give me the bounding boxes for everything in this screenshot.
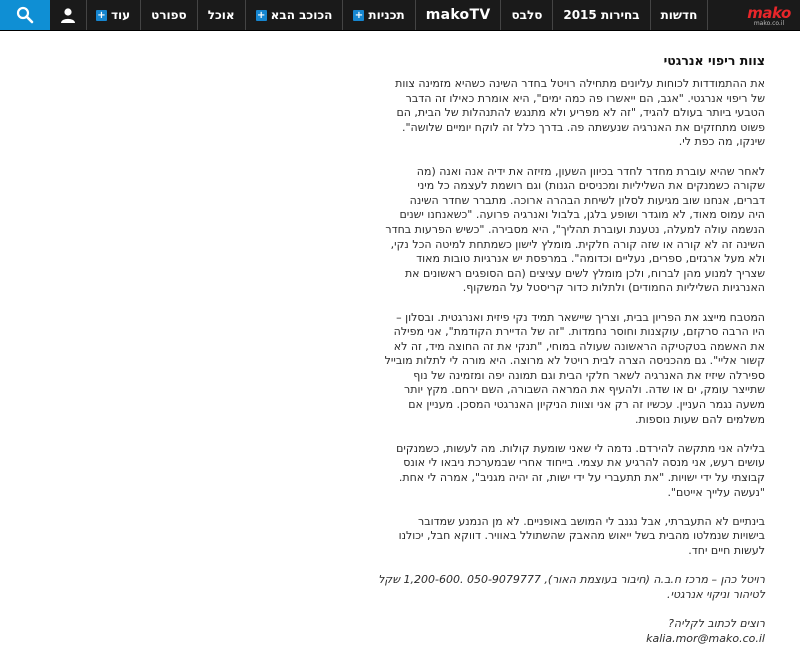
nav-item-label: makoTV	[425, 7, 491, 23]
paragraph-line: פשוט מתחזקים את האנרגיה שנעשתה פה. בדרך כלל זה לוקח יומיים שלושה".	[401, 120, 765, 134]
nav-item-sport[interactable]	[141, 0, 198, 30]
contact-paragraph	[286, 617, 765, 646]
nav-item-more[interactable]	[86, 0, 141, 30]
paragraph-line: לעשות חיים יחד.	[688, 544, 765, 557]
paragraph-line: משלמים להם שעות נוספות.	[634, 412, 765, 426]
nav-item-label: הכוכב הבא	[270, 8, 333, 22]
section-headline: צוות ריפוי אנרגטי	[663, 53, 765, 68]
paragraph-line: שקורה כשמנקים את השליליות ומכניסים הגנות) וגם רושמת לעצמה כל מיני	[417, 179, 765, 193]
paragraph-line: שינקו, מה כפת לי.	[678, 135, 765, 149]
credit-line: רויטל כהן – מרכז ח.ב.ה (חיבור בעוצמת האור), 050-9079777 .1,200-600 שקל	[378, 573, 765, 587]
paragraph-line: לאחר שהיא עוברת מחדר לחדר בכיוון השעון, מזיזה את ידיה אנה ואנה (מה	[416, 164, 765, 178]
logo-text: mako	[747, 3, 791, 22]
paragraph-line: את ההתמודדות לכוחות עליונים מתחילה רויטל בחדר השינה כשהיא מזמינה צוות	[395, 77, 765, 90]
paragraph-line: ספירלה שיזיז את האנרגיה לשאר חלקי הבית וגם תמונה יפה ומזמינה של נוף	[413, 368, 765, 382]
paragraph-line: קשור אליי". גם מהכניסה הצרה לבית רויטל לא מרוצה. היא מורה לי לתלות מובייל	[384, 354, 765, 368]
mako-logo[interactable]	[738, 0, 800, 30]
paragraph-line: משעה נגמר העניין. עכשיו זה רק אני וצוות הניקיון האנרגטי המסכן. מעניין אם	[408, 398, 765, 412]
nav-item-shows[interactable]	[343, 0, 415, 30]
credit-paragraph	[286, 573, 765, 602]
credit-line: לטיהור וניקוי אנרגטי.	[667, 587, 765, 601]
nav-item-food[interactable]	[198, 0, 246, 30]
paragraph-line: הטבעי ביותר בעולם להגיד, "זה לא מפריע ולא מתנגש להתנהלות של הבית, הם	[396, 106, 765, 120]
paragraph-line: שצריך למנוע מהן לברוח, ולכן מומלץ לשים עציצים (הם הסופגים ראשונים את	[404, 266, 765, 280]
article-paragraphs	[286, 77, 765, 559]
main-nav	[86, 0, 708, 30]
paragraph-line: האנרגיות השליליות החמודים) ולתלות כדור קריסטל על המשקוף.	[462, 281, 765, 295]
contact-email-link[interactable]: kalia.mor@mako.co.il	[646, 631, 765, 645]
plus-icon: +	[256, 9, 266, 21]
paragraph-line: שתייצר עומק, ים או שדה. ולהעיף את המראה השבורה, השם ירחם. מקץ יותר	[404, 383, 765, 397]
nav-item-label: סלבס	[511, 8, 543, 22]
nav-item-label: חדשות	[660, 8, 698, 22]
contact-label: רוצים לכתוב לקליה?	[668, 616, 765, 630]
article-paragraph	[286, 311, 765, 428]
user-button[interactable]	[50, 0, 87, 30]
nav-item-label: בחירות 2015	[563, 8, 640, 22]
nav-item-elections[interactable]	[553, 0, 650, 30]
nav-item-label: אוכל	[207, 8, 235, 22]
paragraph-line: את האשמה בטקטיקה הראשונה שעולה במוחי, "תנקי את זה החוצה מיד, זה לא	[393, 339, 765, 353]
search-button[interactable]	[0, 0, 50, 30]
paragraph-line: קבוצתי על ידי ישויות. "את תתעברי על ידי ישות, זה יהיה מגניב", אמרה לי אחת.	[398, 471, 765, 485]
top-navigation-bar	[0, 0, 800, 31]
nav-item-label: ספורט	[151, 8, 187, 22]
paragraph-line: היו הרבה סרקזם, עוקצנות וחוסר נחמדות. "זה של הדיירת הקודמת", אני מפילה	[393, 325, 765, 339]
nav-item-news[interactable]	[651, 0, 709, 30]
article-paragraph	[286, 77, 765, 150]
paragraph-line: של ריפוי אנרגטי. "אגב, הם ייאשרו פה כמה ימים", היא אומרת כאילו זה הדבר	[405, 91, 765, 105]
user-icon	[60, 7, 76, 23]
paragraph-line: "נעשה עלייך אייטם".	[667, 485, 765, 499]
paragraph-line: דברים, אנחנו שוב מגיעות לסלון לשיחת הבהרה ארוכה. מתברר שחדר השינה	[409, 193, 765, 207]
plus-icon: +	[97, 9, 106, 21]
article-paragraph	[286, 442, 765, 500]
article-paragraph	[286, 515, 765, 559]
paragraph-line: היה עמוס מאוד, לא מוגדר ושופע בלגן, בלבול ואנרגיה פרועה. "כשאנחנו ישנים	[399, 208, 765, 222]
paragraph-line: בישויות שנמלטו מהבית בשל ייאוש מהאבק שהשתולל באוויר. דווקא חבל, יכולנו	[398, 529, 765, 543]
paragraph-line: המטבח מייצג את הפריון בבית, וצריך שיישאר תמיד נקי פיזית ואנרגטית. ובסלון –	[396, 310, 765, 324]
article-paragraph	[286, 165, 765, 296]
article-body	[286, 53, 765, 646]
nav-item-makotv[interactable]	[416, 0, 502, 30]
nav-item-label: עוד	[111, 8, 131, 22]
paragraph-line: הנשמה עולה למעלה, נטענת ועוברת תהליך", היא מסבירה. "כשיש הפרעות בחדר	[385, 222, 765, 236]
nav-item-label: תכניות	[368, 8, 405, 22]
search-icon	[16, 6, 34, 24]
plus-icon: +	[354, 9, 364, 21]
nav-item-celebs[interactable]	[501, 0, 553, 30]
logo-subtext: mako.co.il	[753, 19, 785, 27]
nav-item-next-star[interactable]	[246, 0, 344, 30]
paragraph-line: בלילה אני מתקשה להירדם. נדמה לי שאני שומעת קולות. מה לעשות, כשמנקים	[396, 441, 765, 455]
paragraph-line: השינה זה לא קורה או שזה קורה חלקית. מומלץ לישון כשמתחת למיטה הכל נקי,	[390, 237, 765, 251]
paragraph-line: בינתיים לא התעברתי, אבל נגנב לי המושב באופניים. לא מן הנמנע שמדובר	[418, 514, 765, 528]
paragraph-line: ולא מעל ארגזים, ספרים, נעליים וכדומה". במרפסת יש אנרגיות טובות מאוד	[416, 252, 765, 266]
paragraph-line: עושים רעש, אני מנסה להרגיע את עצמי. בייחוד אחרי שבמערכת ניבאו לי אונס	[403, 456, 765, 470]
